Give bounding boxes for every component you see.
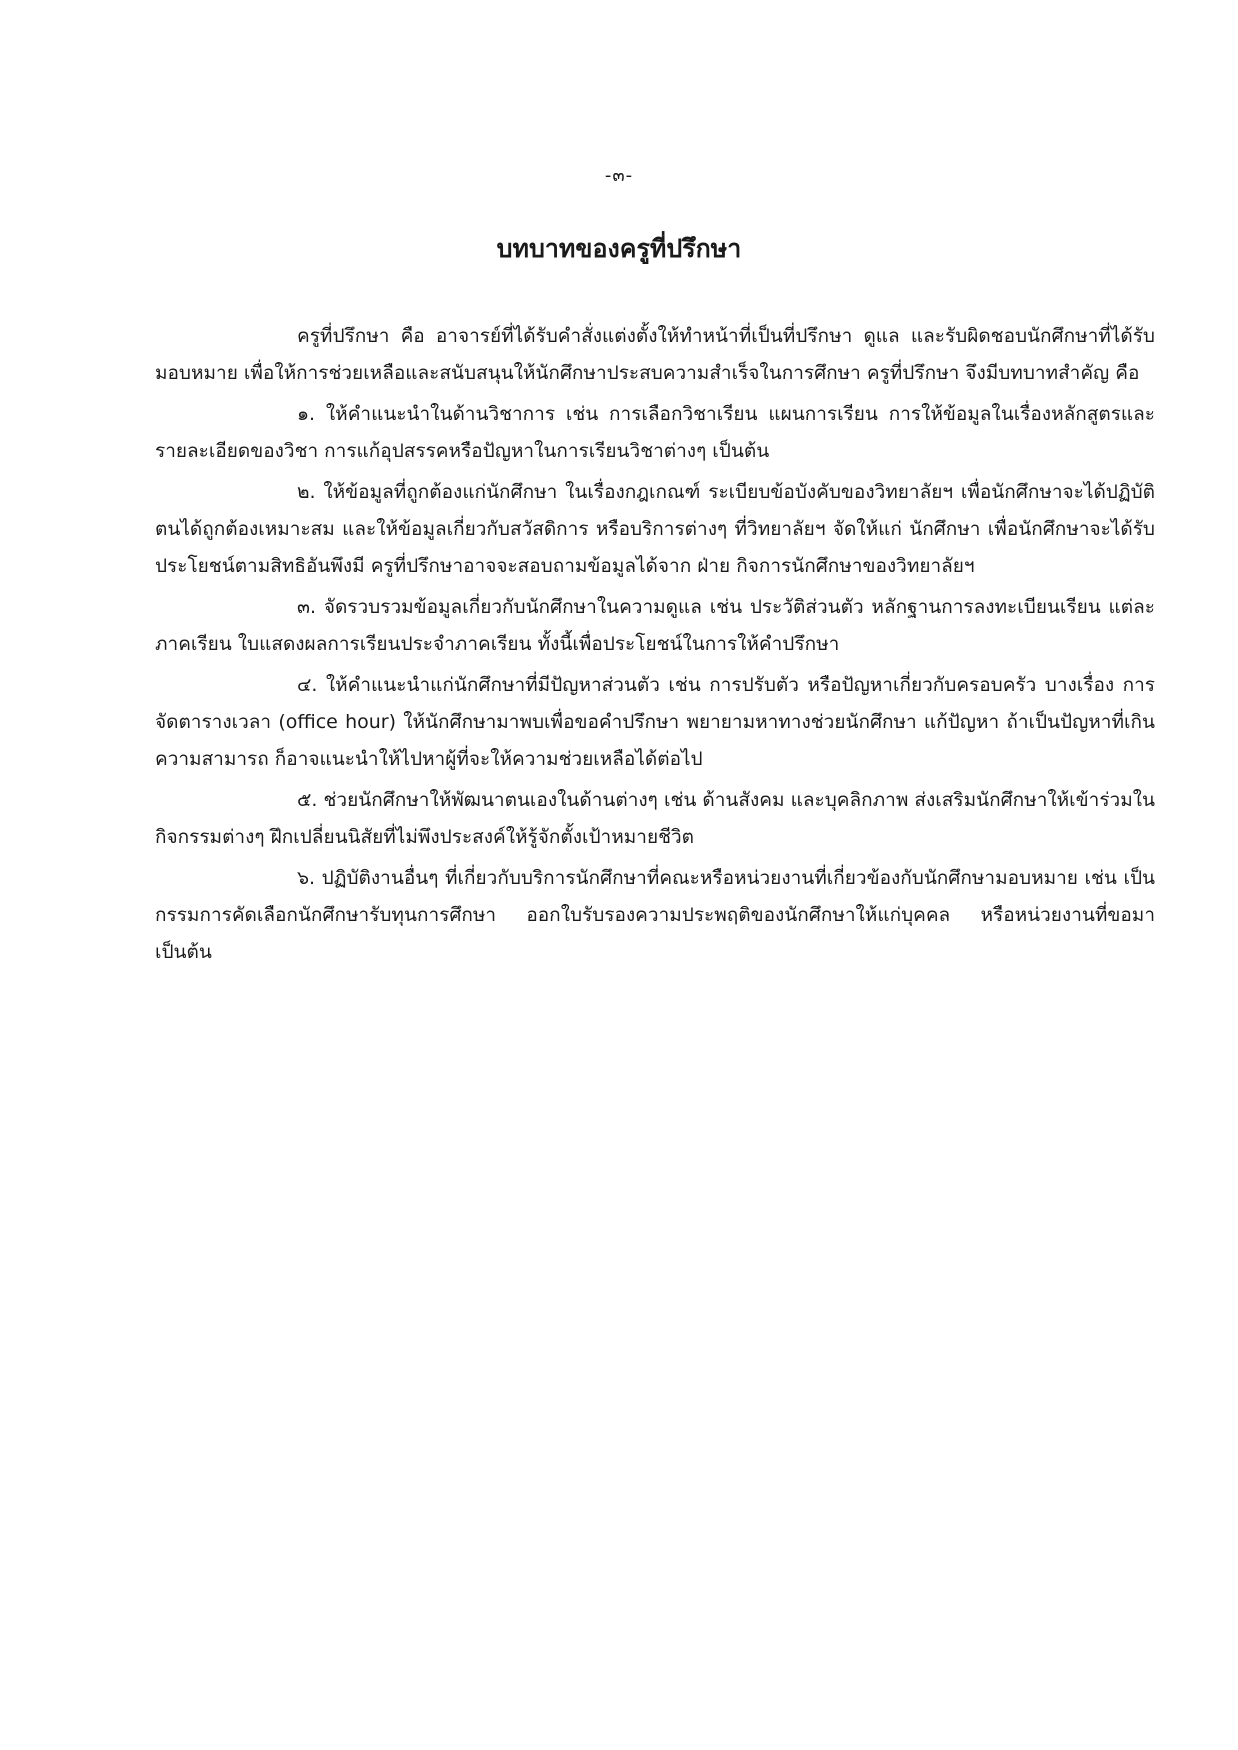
list-item: ๓. จัดรวบรวมข้อมูลเกี่ยวกับนักศึกษาในความดูแล เช่น ประวัติส่วนตัว หลักฐานการลงทะเบียนเรียน แต่ละภาคเรียน ใบแสดงผลการเรียนประจำภาคเรียน ทั้งนี้เพื่อประโยชน์ในการให้คำปรึกษา <box>155 596 1155 655</box>
list-item: ๖. ปฏิบัติงานอื่นๆ ที่เกี่ยวกับบริการนักศึกษาที่คณะหรือหน่วยงานที่เกี่ยวข้องกับนักศึกษามอบหมาย เช่น เป็นกรรมการคัดเลือกนักศึกษารับทุนการศึกษา ออกใบรับรองความประพฤติของนักศึกษาให้แก่บุคคล หรือหน่วยงานที่ขอมา เป็นต้น <box>155 867 1155 963</box>
list-item: ๑. ให้คำแนะนำในด้านวิชาการ เช่น การเลือกวิชาเรียน แผนการเรียน การให้ข้อมูลในเรื่องหลักสูตรและรายละเอียดของวิชา การแก้อุปสรรคหรือปัญหาในการเรียนวิชาต่างๆ เป็นต้น <box>155 403 1155 462</box>
document-body <box>155 318 1155 975</box>
list-item: ๔. ให้คำแนะนำแก่นักศึกษาที่มีปัญหาส่วนตัว เช่น การปรับตัว หรือปัญหาเกี่ยวกับครอบครัว บางเรื่อง การจัดตารางเวลา (office hour) ให้นักศึกษามาพบเพื่อขอคำปรึกษา พยายามหาทางช่วยนักศึกษา แก้ปัญหา ถ้าเป็นปัญหาที่เกินความสามารถ ก็อาจแนะนำให้ไปหาผู้ที่จะให้ความช่วยเหลือได้ต่อไป <box>155 674 1155 770</box>
list-item: ๒. ให้ข้อมูลที่ถูกต้องแก่นักศึกษา ในเรื่องกฎเกณฑ์ ระเบียบข้อบังคับของวิทยาลัยฯ เพื่อนักศึกษาจะได้ปฏิบัติตนได้ถูกต้องเหมาะสม และให้ข้อมูลเกี่ยวกับสวัสดิการ หรือบริการต่างๆ ที่วิทยาลัยฯ จัดให้แก่ นักศึกษา เพื่อนักศึกษาจะได้รับประโยชน์ตามสิทธิอันพึงมี ครูที่ปรึกษาอาจจะสอบถามข้อมูลได้จาก ฝ่าย กิจการนักศึกษาของวิทยาลัยฯ <box>155 481 1155 577</box>
page-number: -๓- <box>604 165 634 186</box>
list-item: ๕. ช่วยนักศึกษาให้พัฒนาตนเองในด้านต่างๆ เช่น ด้านสังคม และบุคลิกภาพ ส่งเสริมนักศึกษาให้เข้าร่วมในกิจกรรมต่างๆ ฝึกเปลี่ยนนิสัยที่ไม่พึงประสงค์ให้รู้จักตั้งเป้าหมายชีวิต <box>155 789 1155 848</box>
intro-paragraph: ครูที่ปรึกษา คือ อาจารย์ที่ได้รับคำสั่งแต่งตั้งให้ทำหน้าที่เป็นที่ปรึกษา ดูแล และรับผิดชอบนักศึกษาที่ได้รับมอบหมาย เพื่อให้การช่วยเหลือและสนับสนุนให้นักศึกษาประสบความสำเร็จในการศึกษา ครูที่ปรึกษา จึงมีบทบาทสำคัญ คือ <box>155 325 1155 384</box>
document-title: บทบาทของครูที่ปรึกษา <box>496 234 742 263</box>
